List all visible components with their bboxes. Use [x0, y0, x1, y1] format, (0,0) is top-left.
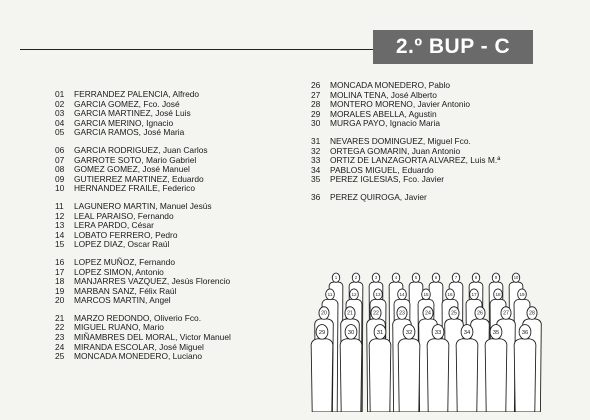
roster-row: [55, 296, 305, 306]
student-number: 21: [55, 312, 65, 323]
student-name: MURGA PAYO, Ignacio Maria: [330, 118, 440, 129]
silhouette-number: 33: [434, 329, 442, 336]
student-number: 30: [311, 118, 321, 129]
silhouette-number: 2: [354, 274, 358, 280]
student-number: 03: [55, 108, 65, 119]
student-name: ORTEGA GOMARIN, Juan Antonio: [330, 145, 461, 156]
student-number: 12: [55, 210, 65, 221]
student-number: 05: [55, 127, 65, 138]
student-name: GARCIA RODRIGUEZ, Juan Carlos: [74, 144, 208, 155]
student-name: GOMEZ GOMEZ, José Manuel: [74, 164, 190, 175]
student-number: 29: [311, 108, 321, 119]
student-number: 15: [55, 239, 65, 250]
student-silhouettes-illustration: [310, 262, 550, 412]
silhouette-number: 29: [318, 329, 326, 336]
student-name: LERA PARDO, César: [74, 220, 154, 231]
silhouette-number: 27: [503, 310, 509, 317]
student-name: LOPEZ DIAZ, Oscar Raúl: [74, 239, 170, 250]
student-number: 11: [55, 200, 64, 211]
silhouette-number: 36: [521, 329, 529, 336]
student-number: 33: [311, 155, 321, 166]
silhouette-number: 5: [414, 274, 418, 280]
silhouette-number: 16: [447, 291, 453, 297]
roster-row: [311, 193, 561, 203]
student-number: 20: [55, 295, 65, 306]
silhouette-number: 24: [425, 310, 431, 317]
silhouette-number: 13: [375, 291, 381, 297]
student-name: LOPEZ MUÑOZ, Fernando: [74, 256, 175, 267]
roster-row: [55, 352, 305, 362]
student-name: MIRANDA ESCOLAR, José Miguel: [74, 341, 204, 352]
student-name: LOBATO FERRERO, Pedro: [74, 229, 178, 240]
student-name: GARCIA GOMEZ, Fco. José: [74, 98, 180, 109]
student-name: LAGUNERO MARTIN, Manuel Jesús: [74, 200, 212, 211]
student-name: MIGUEL RUANO, Mario: [74, 322, 164, 333]
roster-column-right: [311, 81, 561, 203]
student-number: 26: [311, 80, 321, 90]
roster-row: [55, 240, 305, 250]
student-name: GUTIERREZ MARTINEZ, Eduardo: [74, 173, 204, 184]
silhouette-number: 23: [399, 310, 405, 317]
silhouette-number: 7: [454, 274, 458, 280]
student-number: 23: [55, 332, 65, 343]
silhouette-number: 26: [477, 310, 483, 317]
student-name: PEREZ IGLESIAS, Fco. Javier: [330, 174, 445, 185]
student-name: MORALES ABELLA, Agustin: [330, 108, 437, 119]
student-number: 08: [55, 164, 65, 175]
student-name: NEVARES DOMINGUEZ, Miguel Fco.: [330, 135, 471, 146]
silhouette-number: 20: [321, 310, 327, 317]
student-name: ORTIZ DE LANZAGORTA ALVAREZ, Luis M.ª: [330, 155, 501, 166]
silhouette-number: 14: [399, 291, 405, 297]
roster-row: [311, 119, 561, 129]
student-number: 04: [55, 117, 65, 128]
class-title: 2.º BUP - C: [373, 30, 533, 64]
student-number: 07: [55, 154, 65, 165]
silhouette-number: 25: [451, 310, 457, 317]
roster-column-left: [55, 90, 305, 362]
silhouette-number: 10: [513, 274, 519, 280]
silhouette-number: 28: [529, 310, 535, 317]
roster-row: [311, 175, 561, 185]
student-number: 16: [55, 256, 65, 267]
student-name: LEAL PARAISO, Fernando: [74, 210, 174, 221]
student-number: 06: [55, 144, 65, 155]
student-name: MIÑAMBRES DEL MORAL, Victor Manuel: [74, 332, 231, 343]
student-number: 32: [311, 145, 321, 156]
student-number: 13: [55, 220, 65, 231]
student-number: 02: [55, 98, 65, 109]
student-number: 24: [55, 341, 65, 352]
student-name: MANJARRES VAZQUEZ, Jesús Florencio: [74, 276, 231, 287]
student-name: HERNANDEZ FRAILE, Federico: [74, 183, 195, 194]
student-name: MARCOS MARTIN, Angel: [74, 295, 171, 306]
roster-row: [55, 184, 305, 194]
silhouette-number: 21: [347, 310, 353, 317]
student-name: MONCADA MONEDERO, Pablo: [330, 80, 451, 90]
student-number: 25: [55, 351, 65, 362]
student-name: MARBAN SANZ, Félix Raúl: [74, 285, 177, 296]
silhouette-number: 35: [492, 329, 500, 336]
silhouette-number: 4: [394, 274, 398, 280]
student-name: MONCADA MONEDERO, Luciano: [74, 351, 202, 362]
silhouette-number: 17: [471, 291, 477, 297]
student-name: GARCIA RAMOS, José Maria: [74, 127, 185, 138]
silhouette-number: 34: [463, 329, 471, 336]
silhouette-number: 18: [495, 291, 501, 297]
student-name: MARZO REDONDO, Oliverio Fco.: [74, 312, 202, 323]
silhouette-number: 15: [423, 291, 429, 297]
student-number: 01: [55, 89, 65, 99]
student-number: 22: [55, 322, 65, 333]
silhouette-number: 1: [334, 274, 338, 280]
student-number: 10: [55, 183, 65, 194]
student-number: 14: [55, 229, 65, 240]
roster-row: [55, 128, 305, 138]
student-name: PABLOS MIGUEL, Eduardo: [330, 164, 434, 175]
student-number: 35: [311, 174, 321, 185]
student-name: MOLINA TENA, José Alberto: [330, 89, 437, 100]
silhouette-number: 31: [376, 329, 384, 336]
student-name: FERRANDEZ PALENCIA, Alfredo: [74, 89, 200, 99]
student-number: 31: [311, 135, 321, 146]
student-number: 27: [311, 89, 321, 100]
header-rule: [20, 49, 385, 50]
silhouette-number: 22: [373, 310, 379, 317]
student-name: GARCIA MERINO, Ignacio: [74, 117, 174, 128]
student-number: 34: [311, 164, 321, 175]
student-number: 18: [55, 276, 65, 287]
student-number: 28: [311, 99, 321, 110]
silhouette-number: 11: [327, 291, 333, 297]
student-number: 09: [55, 173, 65, 184]
student-number: 17: [55, 266, 65, 277]
silhouette-number: 30: [347, 329, 355, 336]
silhouette-number: 9: [494, 274, 498, 280]
student-name: GARROTE SOTO, Mario Gabriel: [74, 154, 197, 165]
student-name: MONTERO MORENO, Javier Antonio: [330, 99, 471, 110]
silhouette-number: 3: [374, 274, 378, 280]
silhouette-number: 8: [474, 274, 478, 280]
student-name: PEREZ QUIROGA, Javier: [330, 191, 427, 202]
silhouette-number: 6: [434, 274, 438, 280]
student-name: LOPEZ SIMON, Antonio: [74, 266, 164, 277]
silhouette-number: 12: [351, 291, 357, 297]
silhouette-number: 19: [519, 291, 525, 297]
student-name: GARCIA MARTINEZ, José Luis: [74, 108, 191, 119]
student-number: 19: [55, 285, 65, 296]
student-number: 36: [311, 191, 321, 202]
silhouette-number: 32: [405, 329, 413, 336]
